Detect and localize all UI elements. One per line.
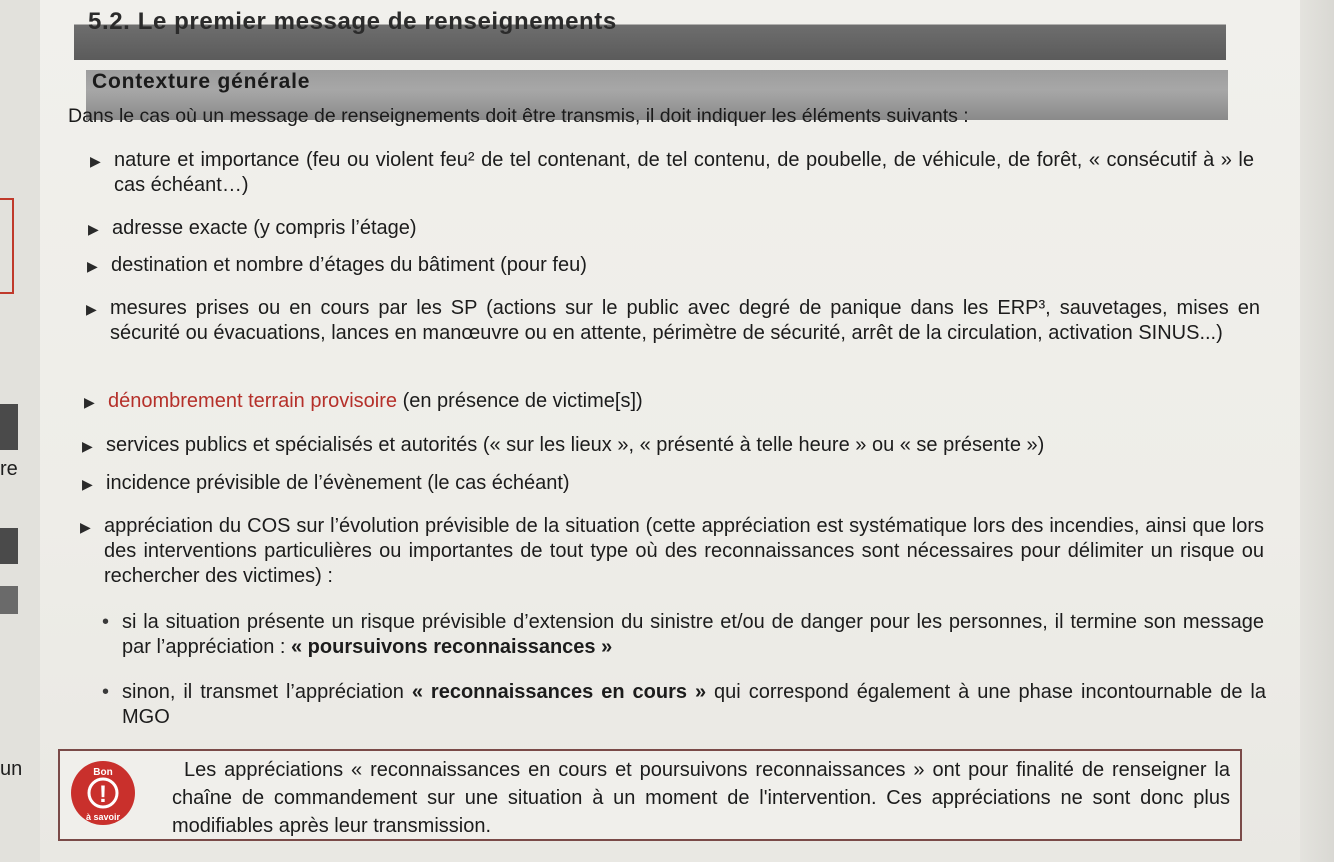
triangle-right-icon: ▶ — [82, 438, 93, 454]
sub-list-item: • sinon, il transmet l’appréciation « reconnaissances en cours » qui correspond également à une phase incontournable de la MGO — [102, 681, 1266, 728]
triangle-right-icon: ▶ — [82, 476, 93, 492]
triangle-right-icon: ▶ — [84, 394, 95, 410]
document-page — [40, 0, 1334, 862]
list-item: ▶ mesures prises ou en cours par les SP (actions sur le public avec degré de panique dans les ERP³, sauvetages, mises en sécurité ou évacuations, lances en manœuvre ou en attente, périmètre de sécurité, arrêt de la circulation, activation SINUS...) — [86, 297, 1260, 344]
subsection-title: Contexture générale — [92, 70, 311, 93]
exclamation-badge-icon — [70, 760, 136, 826]
list-item: ▶ incidence prévisible de l’évènement (le cas échéant) — [82, 471, 1246, 496]
note-text: Les appréciations « reconnaissances en cours et poursuivons reconnaissances » ont pour finalité de renseigner la chaîne de commandement sur une situation à un moment de l'intervention. Ces appréciations ne sont donc plus modifiables après leur transmission. — [172, 759, 1230, 837]
list-item: ▶ appréciation du COS sur l’évolution prévisible de la situation (cette appréciation est systématique lors des incendies, ainsi que lors des interventions particulières ou importantes de tout type où des reconnaissances sont nécessaires pour délimiter un risque ou rechercher des victimes) : — [80, 515, 1264, 587]
badge-bottom-text: à savoir — [85, 812, 121, 822]
bullet-dot-icon: • — [102, 681, 110, 703]
triangle-right-icon: ▶ — [88, 221, 99, 237]
triangle-right-icon: ▶ — [90, 153, 101, 169]
next-page-edge — [1300, 0, 1334, 862]
list-item: ▶ nature et importance (feu ou violent feu² de tel contenant, de tel contenu, de poubelle, de véhicule, de forêt, « consécutif à » le cas échéant…) — [90, 149, 1254, 196]
list-item: ▶ dénombrement terrain provisoire (en présence de victime[s]) — [84, 389, 1248, 414]
intro-paragraph: Dans le cas où un message de renseignements doit être transmis, il doit indiquer les éléments suivants : — [68, 105, 969, 127]
sub-list-item: • si la situation présente un risque prévisible d’extension du sinistre et/ou de danger pour les personnes, il termine son message par l’appréciation : « poursuivons reconnaissances » — [102, 611, 1264, 658]
list-item: ▶ services publics et spécialisés et autorités (« sur les lieux », « présenté à telle heure » ou « se présente ») — [82, 433, 1246, 458]
margin-fragment: un — [0, 758, 23, 780]
list-item: ▶ destination et nombre d’étages du bâtiment (pour feu) — [87, 253, 1251, 278]
triangle-right-icon: ▶ — [86, 301, 97, 317]
section-title: 5.2. Le premier message de renseignements — [88, 8, 617, 35]
red-frame-fragment — [0, 198, 14, 294]
badge-top-text: Bon — [93, 767, 113, 778]
badge-symbol: ! — [99, 781, 107, 808]
triangle-right-icon: ▶ — [80, 519, 91, 535]
highlight-text: dénombrement terrain provisoire — [108, 390, 398, 412]
previous-page-edge — [0, 0, 40, 862]
triangle-right-icon: ▶ — [87, 258, 98, 274]
dark-block-fragment — [0, 404, 18, 450]
list-item: ▶ adresse exacte (y compris l’étage) — [88, 216, 1252, 241]
dark-block-fragment — [0, 586, 18, 614]
margin-fragment: re — [0, 458, 18, 480]
bullet-dot-icon: • — [102, 611, 110, 633]
dark-block-fragment — [0, 528, 18, 564]
